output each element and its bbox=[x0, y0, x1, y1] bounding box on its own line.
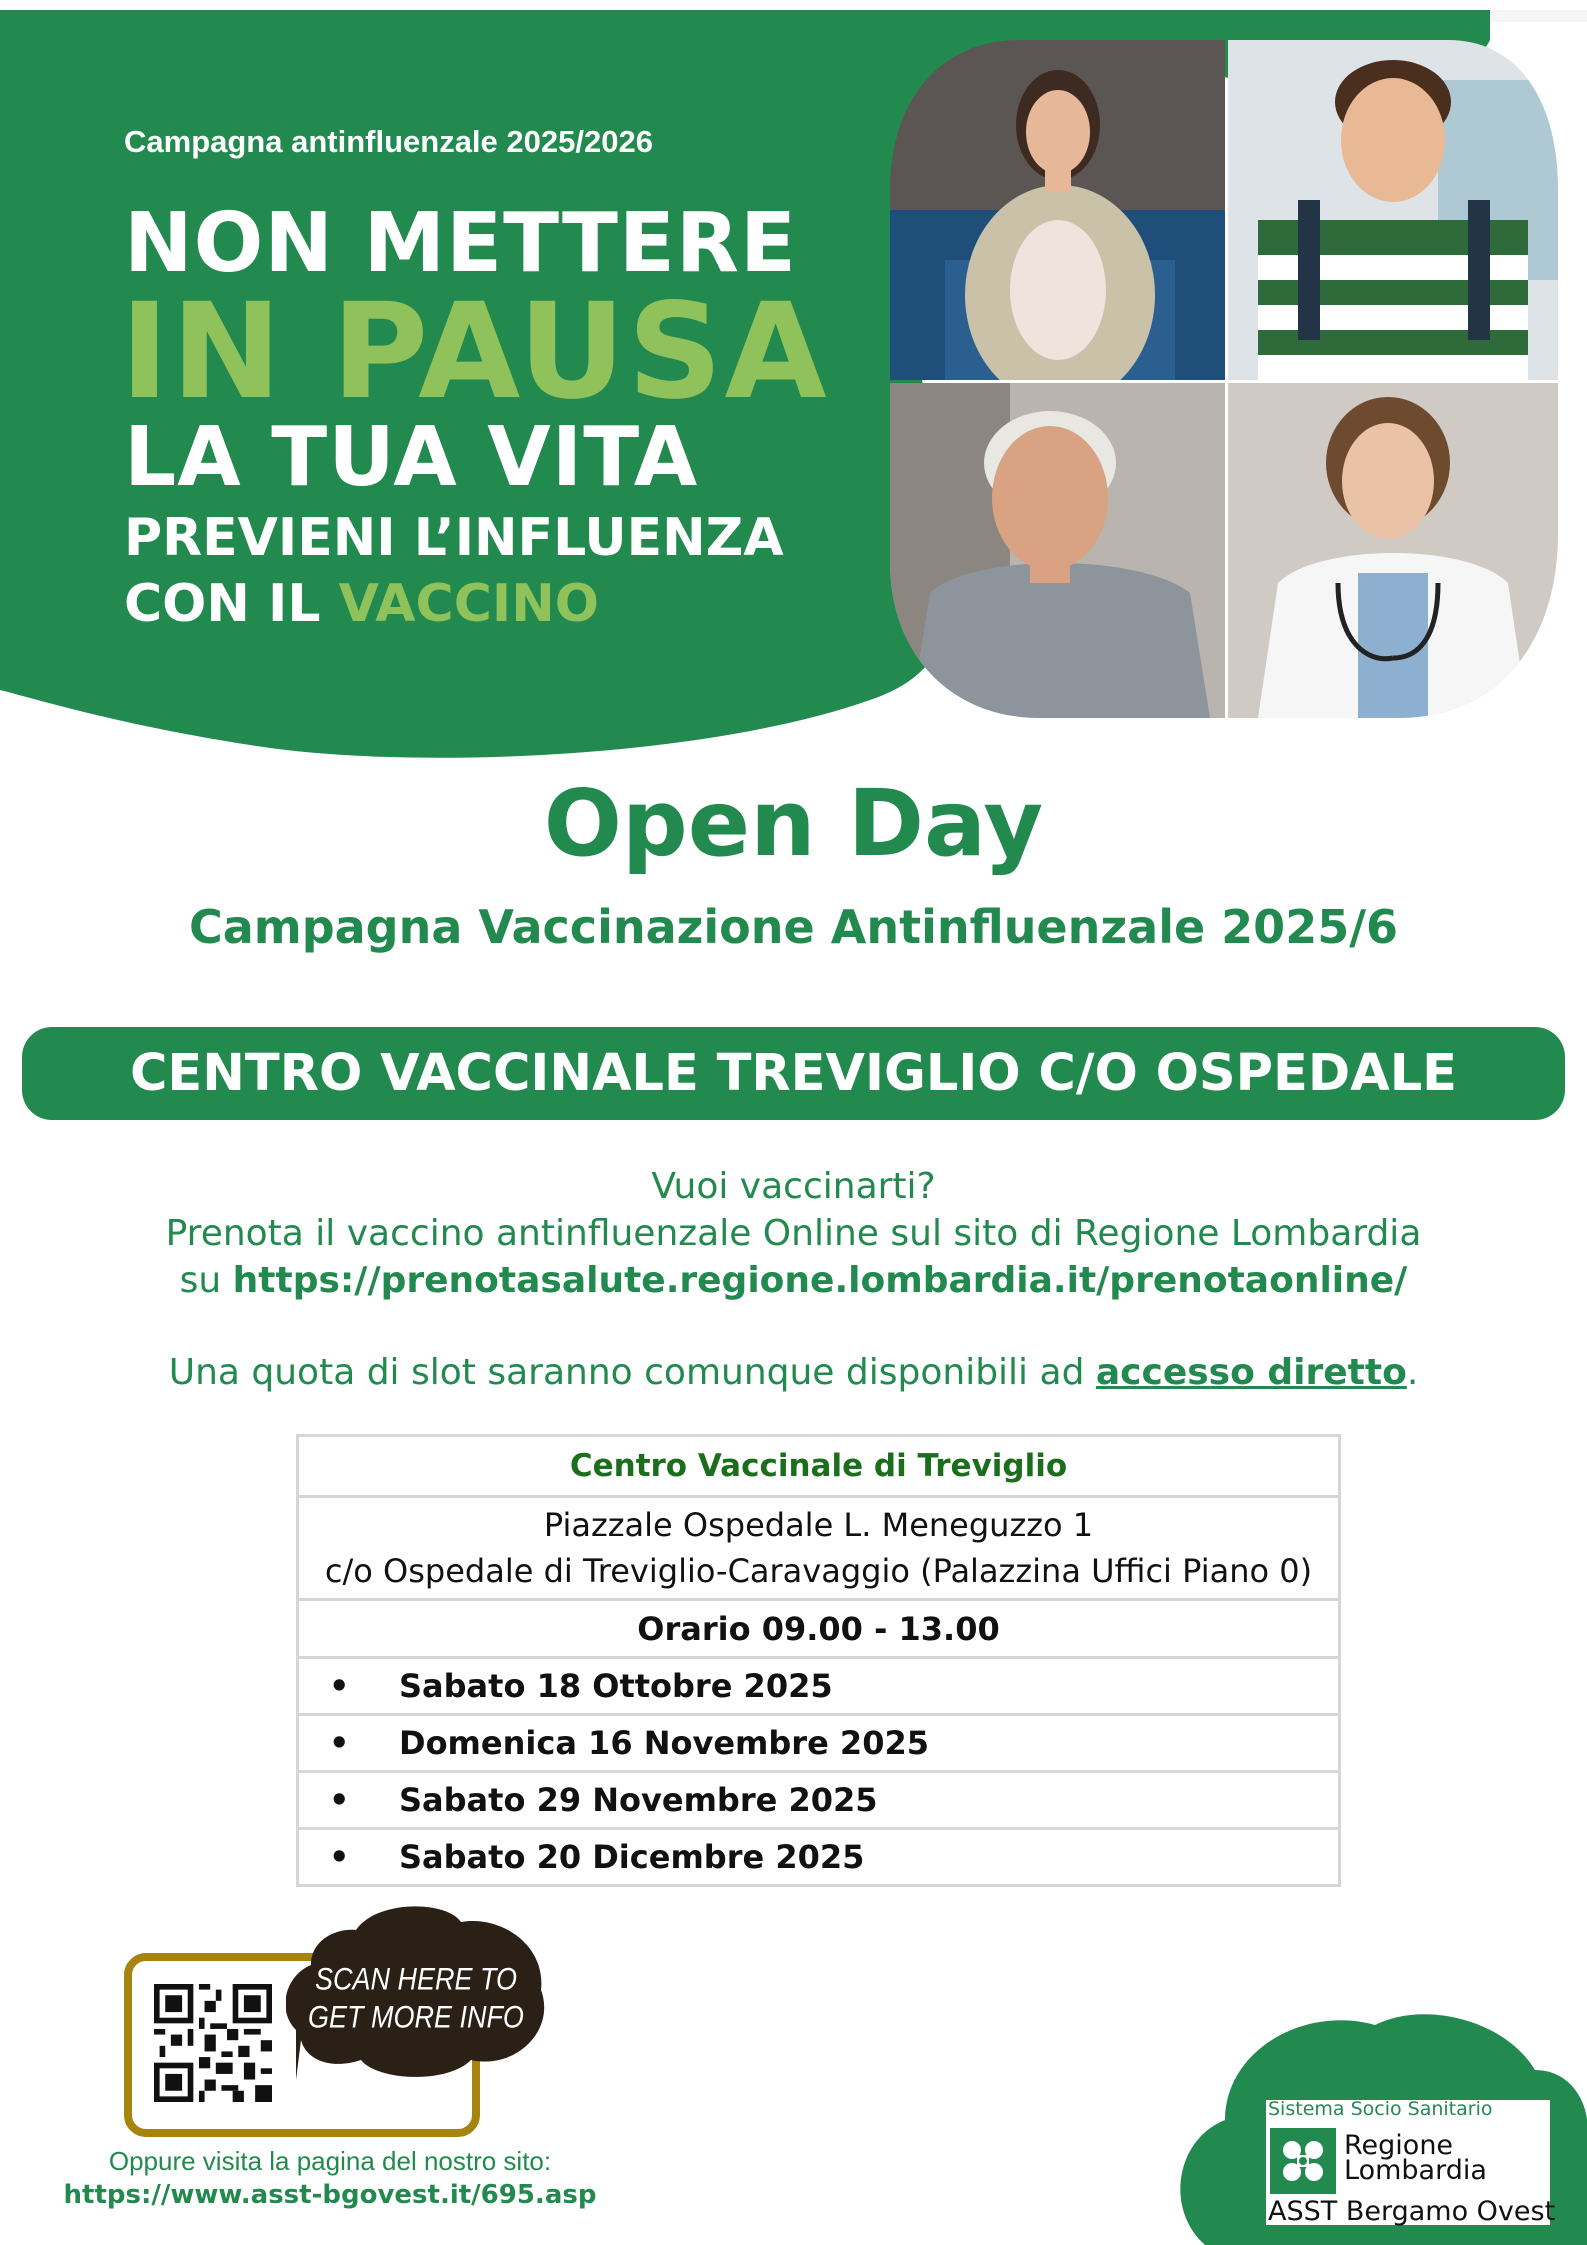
schedule-title: Centro Vaccinale di Treviglio bbox=[298, 1436, 1340, 1497]
logo-regione-text bbox=[1344, 2130, 1487, 2186]
table-row bbox=[298, 1600, 1340, 1658]
schedule-hours: Orario 09.00 - 13.00 bbox=[298, 1600, 1340, 1658]
date-text: Sabato 29 Novembre 2025 bbox=[399, 1781, 878, 1819]
info-question: Vuoi vaccinarti? bbox=[651, 1166, 936, 1207]
scan-line-1: SCAN HERE TO bbox=[315, 1963, 517, 1998]
bullet-icon: • bbox=[329, 1724, 350, 1762]
direct-access-link: accesso diretto bbox=[1095, 1352, 1407, 1393]
info-booking-link-line bbox=[0, 1260, 1587, 1301]
headline-line-1: NON METTERE bbox=[124, 196, 798, 291]
campaign-kicker: Campagna antinfluenzale 2025/2026 bbox=[124, 124, 653, 159]
schedule-date bbox=[298, 1715, 1340, 1772]
logo-regione-line-1: Regione bbox=[1344, 2130, 1454, 2161]
headline-line-4: PREVIENI L’INFLUENZA bbox=[124, 508, 784, 568]
schoolboy-photo bbox=[1228, 40, 1558, 380]
bullet-icon: • bbox=[329, 1781, 350, 1819]
table-row bbox=[298, 1436, 1340, 1497]
headline-line-3: LA TUA VITA bbox=[124, 410, 699, 505]
headline-line-5-prefix: CON IL bbox=[124, 574, 339, 634]
table-row bbox=[298, 1829, 1340, 1886]
table-row bbox=[298, 1497, 1340, 1600]
schedule-date bbox=[298, 1658, 1340, 1715]
date-text: Sabato 20 Dicembre 2025 bbox=[399, 1838, 865, 1876]
schedule-date bbox=[298, 1829, 1340, 1886]
scan-line-2: GET MORE INFO bbox=[308, 2000, 524, 2036]
regione-lombardia-logo-icon bbox=[1270, 2128, 1336, 2194]
vaccination-center-banner: CENTRO VACCINALE TREVIGLIO C/O OSPEDALE bbox=[22, 1027, 1565, 1120]
direct-access-prefix: Una quota di slot saranno comunque disponibili ad bbox=[168, 1352, 1096, 1393]
bullet-icon: • bbox=[329, 1667, 350, 1705]
headline-line-2: IN PAUSA bbox=[120, 275, 829, 429]
info-link-prefix: su bbox=[179, 1260, 233, 1301]
site-label: Oppure visita la pagina del nostro sito: bbox=[108, 2146, 552, 2176]
campaign-subtitle: Campagna Vaccinazione Antinfluenzale 2025/6 bbox=[188, 900, 1399, 954]
bullet-icon: • bbox=[329, 1838, 350, 1876]
schedule-date bbox=[298, 1772, 1340, 1829]
address-line-2: c/o Ospedale di Treviglio-Caravaggio (Palazzina Uffici Piano 0) bbox=[324, 1552, 1313, 1590]
table-row bbox=[298, 1772, 1340, 1829]
headline-line-5 bbox=[124, 574, 599, 634]
open-day-title: Open Day bbox=[543, 770, 1044, 877]
headline-accent-vaccino: VACCINO bbox=[338, 574, 599, 634]
table-row bbox=[298, 1658, 1340, 1715]
direct-access-suffix: . bbox=[1406, 1352, 1419, 1393]
logo-asst-text: ASST Bergamo Ovest bbox=[1268, 2196, 1556, 2227]
scan-speech-bubble bbox=[286, 1900, 556, 2100]
qr-code-icon[interactable] bbox=[154, 1984, 272, 2102]
schedule-address bbox=[298, 1497, 1340, 1600]
info-booking-text: Prenota il vaccino antinfluenzale Online sul sito di Regione Lombardia bbox=[165, 1213, 1422, 1254]
senior-man-photo bbox=[890, 383, 1225, 718]
booking-url-link[interactable]: https://prenotasalute.regione.lombardia.it/prenotaonline/ bbox=[232, 1260, 1408, 1301]
date-text: Sabato 18 Ottobre 2025 bbox=[399, 1667, 833, 1705]
logo-regione-line-2: Lombardia bbox=[1344, 2155, 1487, 2186]
logo-sistema-text: Sistema Socio Sanitario bbox=[1268, 2098, 1493, 2120]
date-text: Domenica 16 Novembre 2025 bbox=[399, 1724, 929, 1762]
table-row bbox=[298, 1715, 1340, 1772]
doctor-woman-photo bbox=[1228, 383, 1558, 718]
address-line-1: Piazzale Ospedale L. Meneguzzo 1 bbox=[543, 1506, 1094, 1544]
info-direct-access-line bbox=[0, 1352, 1587, 1393]
schedule-table bbox=[296, 1434, 1341, 1887]
pregnant-woman-photo bbox=[890, 40, 1225, 380]
site-url-link[interactable]: https://www.asst-bgovest.it/695.asp bbox=[63, 2180, 597, 2210]
